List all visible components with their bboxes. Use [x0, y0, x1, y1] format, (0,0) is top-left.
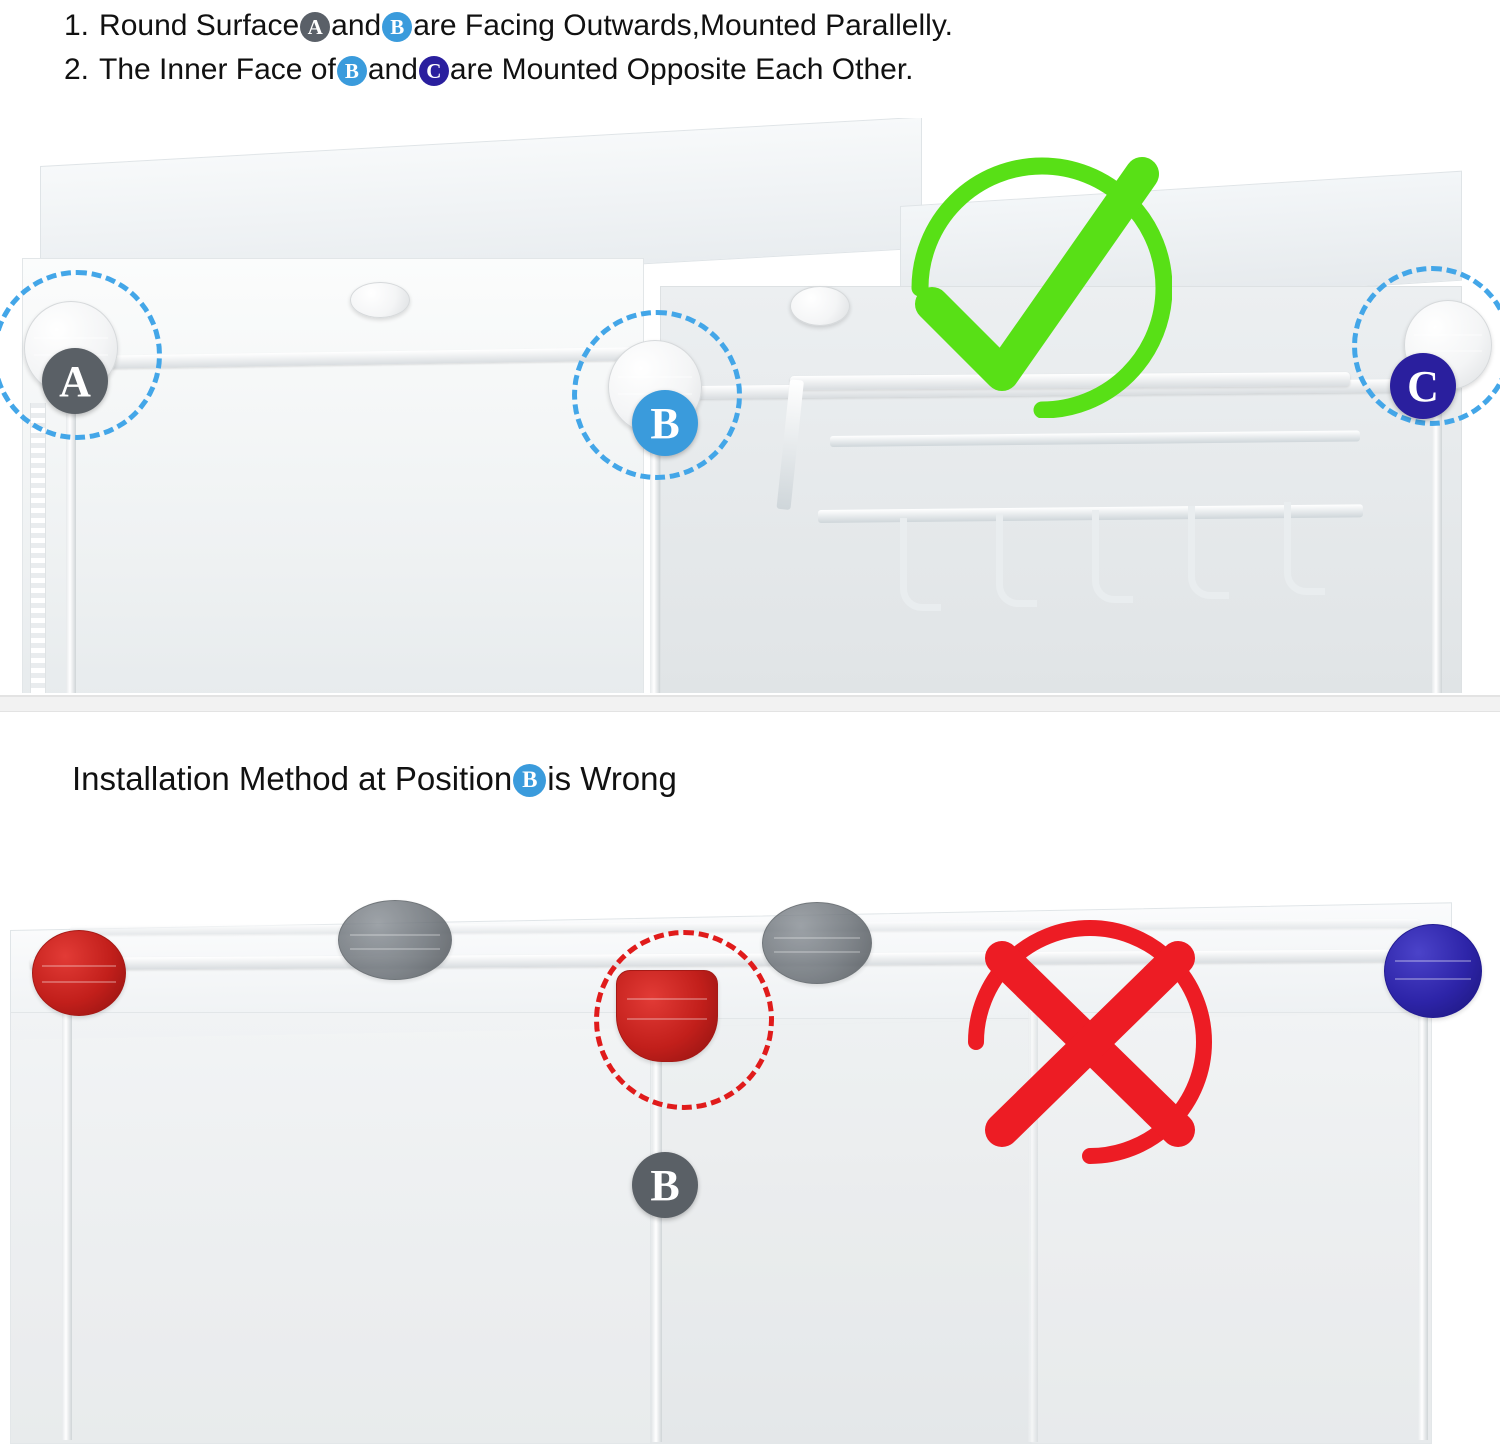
hook-1: [900, 518, 941, 611]
hook-4: [1188, 506, 1229, 599]
correct-installation-panel: [0, 118, 1500, 693]
hook-2: [996, 514, 1037, 607]
badge-a-icon: A: [300, 12, 330, 42]
instruction-1-number: 1.: [64, 9, 90, 42]
instruction-1-segment-1: Round Surface: [99, 9, 300, 42]
marker-b-wrong: [632, 1152, 698, 1218]
top-nub-1: [350, 282, 410, 318]
marker-a: [42, 348, 108, 414]
connector-cap-blue-right: [1384, 924, 1482, 1018]
instruction-line-2: [64, 48, 1464, 92]
connector-cap-red-b: [616, 970, 718, 1062]
instruction-2-segment-1: The Inner Face of: [99, 53, 336, 86]
correct-installation-illustration: [0, 118, 1500, 693]
wrong-heading-segment-2: is Wrong: [547, 760, 677, 797]
red-cross-icon: [940, 892, 1240, 1197]
connector-cap-back-left: [338, 900, 452, 980]
instruction-line-1: [64, 4, 1464, 48]
connector-cap-red-left: [32, 930, 126, 1016]
instruction-1-segment-2: and: [331, 9, 382, 42]
instruction-2-number: 2.: [64, 53, 90, 86]
marker-c: [1390, 353, 1456, 419]
frame-post-left-wrong: [62, 970, 72, 1440]
instruction-1-segment-3: are Facing Outwards,Mounted Parallelly.: [413, 9, 953, 42]
marker-c-label: C: [1407, 361, 1439, 411]
instruction-2-segment-2: and: [367, 53, 418, 86]
panel-divider: [0, 695, 1500, 713]
marker-a-label: A: [59, 356, 91, 406]
hook-5: [1284, 502, 1325, 595]
marker-b-label: B: [650, 398, 680, 448]
frame-post-right: [1432, 380, 1442, 693]
cube-front-panel-1: [10, 1012, 652, 1444]
wrong-heading-segment-1: Installation Method at Position: [72, 760, 513, 797]
wrong-installation-panel: [0, 712, 1500, 1445]
top-nub-2: [790, 286, 850, 326]
green-check-icon: [892, 138, 1172, 423]
hook-3: [1092, 510, 1133, 603]
wrong-installation-illustration: [0, 712, 1500, 1445]
badge-c-icon: C: [419, 56, 449, 86]
marker-b: [632, 390, 698, 456]
instruction-2-segment-3: are Mounted Opposite Each Other.: [449, 53, 914, 86]
frame-post-right-wrong: [1418, 980, 1428, 1440]
badge-b-icon: B: [382, 12, 412, 42]
instructions-block: [64, 4, 1464, 92]
marker-b-wrong-label: B: [650, 1160, 680, 1210]
zipper: [30, 403, 46, 693]
badge-b-icon: B: [513, 764, 546, 797]
badge-b-icon: B: [337, 56, 367, 86]
connector-cap-back-right: [762, 902, 872, 984]
